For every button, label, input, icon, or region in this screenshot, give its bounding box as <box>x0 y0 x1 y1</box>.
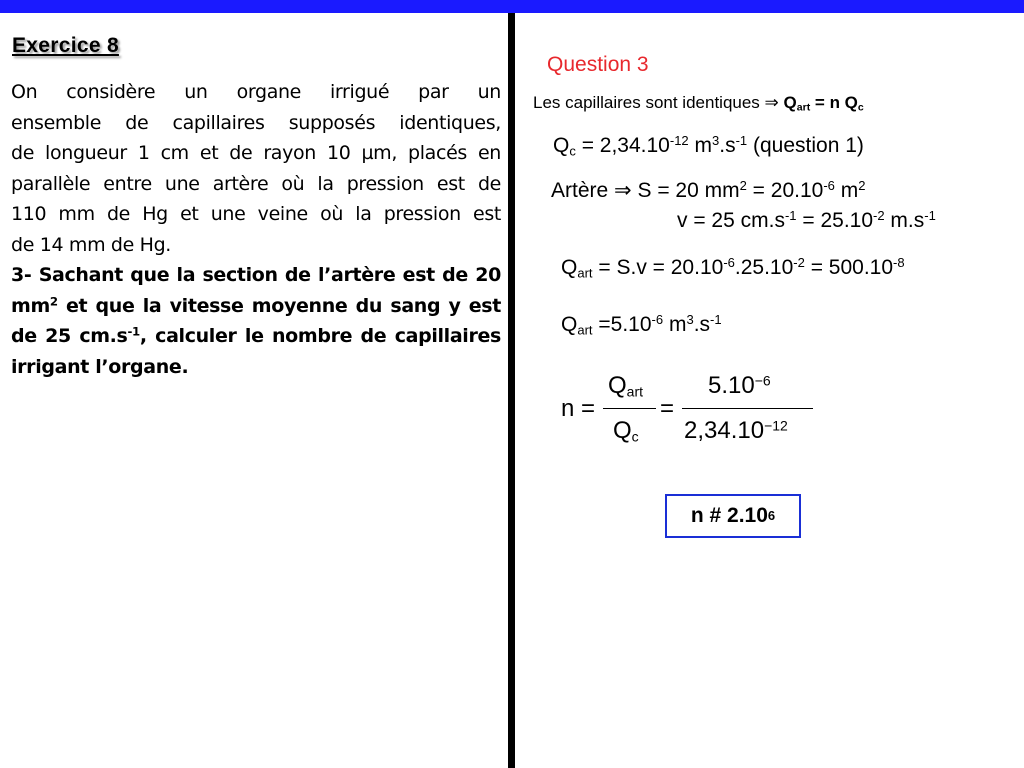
solution-heading: Question 3 <box>547 53 649 76</box>
s3-sup2: -6 <box>823 177 835 193</box>
s5-q: Q <box>561 256 578 279</box>
q2a: mm <box>11 294 50 317</box>
s4-sup2: -2 <box>873 207 885 223</box>
fraction-numerator-1 <box>608 372 643 400</box>
solution-line-4 <box>677 209 936 233</box>
s4-c: m.s <box>884 209 925 232</box>
s2-sup1: -12 <box>669 132 689 148</box>
problem-line-4: parallèle entre une artère où la pression est de <box>11 172 501 195</box>
s5-a: = S.v = 20.10 <box>592 256 724 279</box>
d2-sup: −12 <box>764 417 788 434</box>
s5-b: .25.10 <box>734 256 794 279</box>
s1-sub: art <box>796 101 811 114</box>
s5-sup1: -6 <box>723 254 735 270</box>
problem-line-6: de 14 mm de Hg. <box>11 233 171 256</box>
fraction-denominator-1 <box>613 417 639 445</box>
s6-c: .s <box>693 313 711 336</box>
result-text: n # 2.10 <box>690 504 768 527</box>
s4-sup3: -1 <box>924 207 936 223</box>
s2-sub: c <box>569 143 576 159</box>
s6-sub: art <box>577 322 593 338</box>
s3-d: m <box>834 179 859 202</box>
s4-b: = 25.10 <box>796 209 874 232</box>
exercise-title: Exercice 8 <box>12 34 119 57</box>
s1-sub2: c <box>857 101 864 114</box>
s5-sub: art <box>577 265 593 281</box>
s3-b: S = 20 mm <box>631 179 740 202</box>
s5-c: = 500.10 <box>804 256 894 279</box>
n2-val: 5.10 <box>708 372 755 399</box>
d1-sub: c <box>631 428 639 445</box>
q2b: et que la vitesse moyenne du sang y est <box>57 294 501 317</box>
s3-c: = 20.10 <box>746 179 824 202</box>
problem-line-1: On considère un organe irrigué par un <box>11 81 501 103</box>
s2-q: Q <box>553 134 570 157</box>
s6-sup3: -1 <box>710 311 722 327</box>
problem-statement <box>11 77 501 382</box>
fraction-equals: = <box>660 395 675 422</box>
s2-sup2: 3 <box>712 132 720 148</box>
s2-b: m <box>688 134 712 157</box>
question-line-3 <box>11 321 501 352</box>
column-divider <box>508 13 515 768</box>
s2-sup3: -1 <box>735 132 748 148</box>
s1-text: Les capillaires sont identiques <box>533 93 765 112</box>
s6-a: =5.10 <box>592 313 652 336</box>
s6-sup1: -6 <box>651 311 664 327</box>
n2-sup: −6 <box>754 372 771 389</box>
fraction-numerator-2 <box>708 372 771 400</box>
q3b: , calculer le nombre de capillaires <box>139 325 501 347</box>
fraction-n-label: n = <box>561 395 596 422</box>
q3-sup: -1 <box>127 324 140 339</box>
solution-line-6 <box>561 313 722 337</box>
solution-line-5 <box>561 256 905 280</box>
s2-d: (question 1) <box>747 134 864 157</box>
fraction-bar-1 <box>603 408 656 409</box>
implies-icon: ⇒ <box>614 179 632 202</box>
s3-sup1: 2 <box>739 177 747 193</box>
result-box: n # 2.10 6 <box>665 494 801 538</box>
s6-sup2: 3 <box>686 311 694 327</box>
n1-q: Q <box>608 372 627 399</box>
s5-sup3: -8 <box>893 254 905 270</box>
s5-sup2: -2 <box>793 254 805 270</box>
solution-line-3 <box>551 178 865 203</box>
q2-sup: 2 <box>49 294 58 309</box>
d1-q: Q <box>613 417 632 444</box>
s3-a: Artère <box>551 179 615 202</box>
d2-val: 2,34.10 <box>684 417 765 444</box>
s1-rest: = n Q <box>810 93 858 112</box>
s6-b: m <box>663 313 687 336</box>
n1-sub: art <box>626 383 644 400</box>
s3-sup3: 2 <box>858 177 866 193</box>
fraction-bar-2 <box>682 408 813 409</box>
solution-line-1 <box>533 93 864 113</box>
s2-c: .s <box>719 134 736 157</box>
s6-q: Q <box>561 313 578 336</box>
question-line-2 <box>11 291 501 322</box>
problem-line-3: de longueur 1 cm et de rayon 10 µm, placés en <box>11 142 501 164</box>
problem-line-2: ensemble de capillaires supposés identiques, <box>11 111 501 134</box>
implies-icon: ⇒ <box>764 93 779 112</box>
s4-sup1: -1 <box>784 207 797 223</box>
s1-q: Q <box>778 93 797 112</box>
top-bar <box>0 0 1024 13</box>
question-line-4: irrigant l’organe. <box>11 355 189 378</box>
s2-a: = 2,34.10 <box>575 134 670 157</box>
fraction-denominator-2 <box>684 417 788 445</box>
q3a: de 25 cm.s <box>11 325 128 347</box>
problem-line-5: 110 mm de Hg et une veine où la pression est <box>11 203 501 225</box>
s4-a: v = 25 cm.s <box>677 209 785 232</box>
question-line-1: 3- Sachant que la section de l’artère est de 20 <box>11 264 501 286</box>
solution-line-2 <box>553 134 864 158</box>
